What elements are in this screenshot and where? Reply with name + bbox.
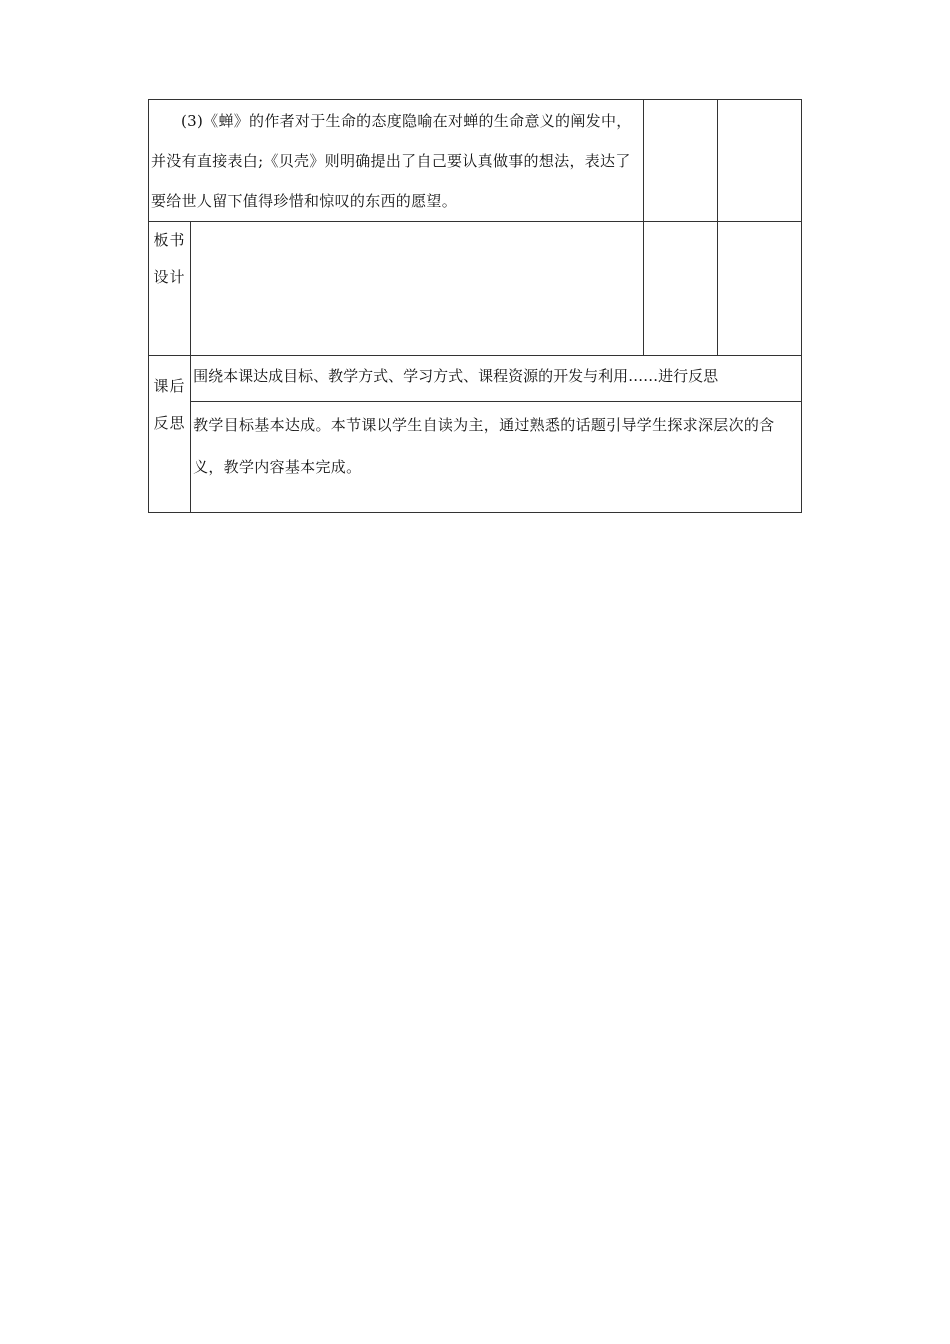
reflection-content-cell (191, 356, 802, 513)
lesson-plan-table (148, 99, 802, 513)
reflection-row (149, 356, 802, 513)
board-design-label-line1: 板书 (153, 231, 186, 249)
board-empty-cell-a (643, 222, 717, 356)
reflection-label-line1: 课后 (153, 377, 186, 395)
empty-cell-a (643, 100, 717, 222)
analysis-cell (149, 100, 644, 222)
board-design-label (149, 222, 190, 296)
board-design-content-cell (191, 222, 644, 356)
reflection-label-line2: 反思 (153, 414, 186, 432)
board-empty-cell-b (717, 222, 801, 356)
reflection-label-cell (149, 356, 191, 513)
board-design-label-line2: 设计 (153, 268, 186, 286)
reflection-prompt: 围绕本课达成目标、教学方式、学习方式、课程资源的开发与利用……进行反思 (191, 356, 801, 402)
analysis-paragraph: (3)《蝉》的作者对于生命的态度隐喻在对蝉的生命意义的阐发中，并没有直接表白;《贝壳》则明确提出了自己要认真做事的想法，表达了要给世人留下值得珍惜和惊叹的东西的愿望。 (151, 112, 632, 210)
reflection-content: 教学目标基本达成。本节课以学生自读为主，通过熟悉的话题引导学生探求深层次的含义，教学内容基本完成。 (193, 416, 775, 476)
analysis-row (149, 100, 802, 222)
empty-cell-b (717, 100, 801, 222)
board-design-label-cell (149, 222, 191, 356)
board-design-row (149, 222, 802, 356)
